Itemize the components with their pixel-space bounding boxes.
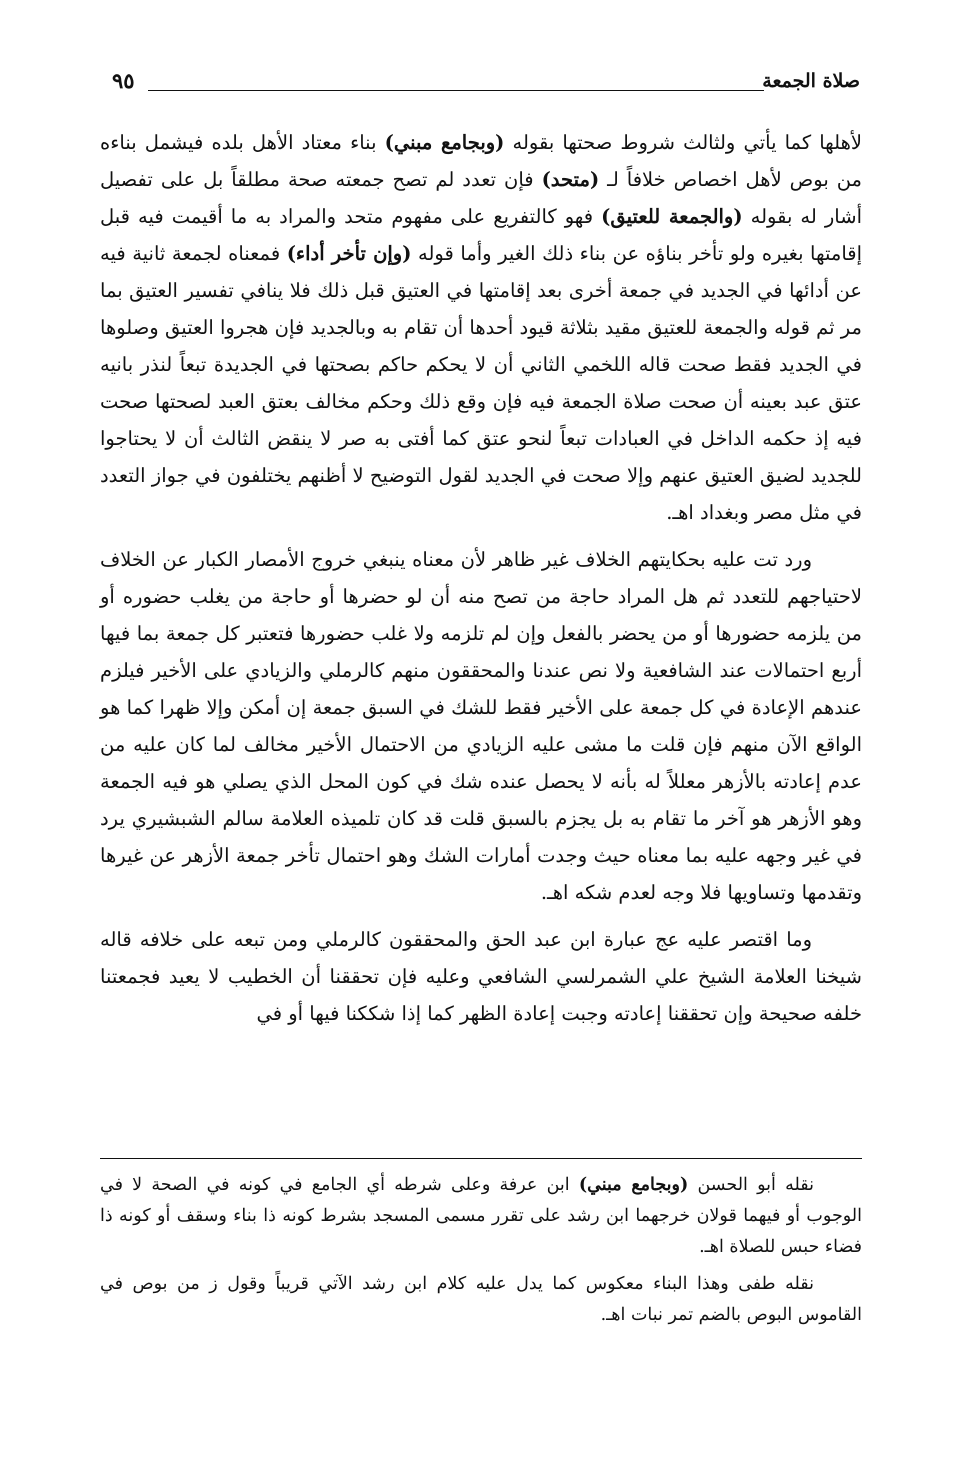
paragraph-2: ورد تت عليه بحكايتهم الخلاف غير ظاهر لأن معناه ينبغي خروج الأمصار الكبار عن الخلاف لاحتياجهم للتعدد ثم هل المراد حاجة من تصح منه أن لو حضرها أو حاجة من يغلب حضوره أو من يلزمه حضورها أو من يحضر بالفعل وإن لم تلزمه ولا غلب حضورها فتعتبر كل جمعة بما فيها أربع احتمالات عند الشافعية ولا نص عندنا والمحققون منهم كالرملي والزيادي على الأخير فيلزم عندهم الإعادة في كل جمعة على الأخير فقط للشك في السبق جمعة إن أمكن وإلا ظهرا كما هو الواقع الآن منهم فإن قلت ما مشى عليه الزيادي من الاحتمال الأخير مخالف لما كان عليه من عدم إعادته بالأزهر معللاً له بأنه لا يحصل عنده شك في كون المحل الذي يصلي هو فيه الجمعة وهو الأزهر هو آخر ما تقام به بل يجزم بالسبق قلت قد كان تلميذه العلامة سالم الشبشيري يرد في غير وجهه عليه بما معناه حيث وجدت أمارات الشك وهو احتمال تأخر جمعة الأزهر عن غيرها وتقدمها وتساويها فلا وجه لعدم شكه اهـ. [100,548,862,904]
paragraph-1 [100,124,862,531]
chapter-title: صلاة الجمعة [762,70,860,92]
text-run: بناء معتاد الأهل بلده فيشمل بناءه من بوص لأهل اخصاص خلافاً لـ [100,131,863,191]
matn-phrase: (وبجامع مبني) [384,131,505,154]
main-text [100,124,862,1032]
text-run: فإن تعدد لم تصح جمعته صحة مطلقاً بل على تفصيل أشار له بقوله [100,168,862,228]
text-run: لأهلها كما يأتي ولثالث شروط صحتها بقوله [504,131,862,154]
matn-phrase: (متحد) [541,168,600,191]
paragraph-3: وما اقتصر عليه عج عبارة ابن عبد الحق والمحققون كالرملي ومن تبعه على خلافه قاله شيخنا العلامة الشيخ علي الشمرلسي الشافعي وعليه فإن تحققنا أن الخطيب لا يعيد فجمعتنا خلفه صحيحة وإن تحققنا إعادته وجبت إعادة الظهر كما إذا شككنا فيها أو في [100,928,862,1025]
text-run: نقله أبو الحسن [688,1175,814,1195]
page-number: ٩٥ [112,68,135,93]
footnote-1 [100,1170,862,1263]
matn-phrase: (وإن تأخر أداء) [286,242,412,265]
matn-phrase: (والجمعة للعتيق) [601,205,743,228]
footnotes [100,1170,862,1331]
running-header [112,68,860,98]
matn-phrase: (وبجامع مبني) [578,1175,689,1195]
text-run: ابن عرفة وعلى شرطه أي الجامع في كونه في الصحة لا في الوجوب أو فيهما قولان خرجهما ابن رشد على تقرر مسمى المسجد بشرط كونه ذا بناء وسقف أو كونه ذا فضاء حبس للصلاة اهـ. [100,1175,862,1257]
text-run: فمعناه لجمعة ثانية فيه عن أدائها في الجديد في جمعة أخرى بعد إقامتها في العتيق قبل ذلك فلا ينافي تفسير العتيق بما مر ثم قوله والجمعة للعتيق مقيد بثلاثة قيود أحدها أن تقام به وبالجديد فإن هجروا العتيق وصلوها في الجديد فقط صحت قاله اللخمي الثاني أن لا يحكم حاكم بصحتها في الجديدة تبعاً لنذر بانيه عتق عبد بعينه أن صحت صلاة الجمعة فيه فإن وقع ذلك وحكم مخالف بعتق العبد لصحتها صحت فيه إذ حكمه الداخل في العبادات تبعاً لنحو عتق كما أفتى به صر لا ينقض الثالث أن لا يحتاجوا للجديد لضيق العتيق عنهم وإلا صحت في الجديد لقول التوضيح لا أظنهم يختلفون في جواز التعدد في مثل مصر وبغداد اهـ. [100,242,862,524]
footnote-2: نقله طفى وهذا البناء معكوس كما يدل عليه كلام ابن رشد الآتي قريباً وقول ز من بوص في القاموس البوص بالضم تمر نبات اهـ. [100,1274,862,1325]
text-run: فهو كالتفريع على مفهوم متحد والمراد به ما أقيمت فيه قبل إقامتها بغيره ولو تأخر بناؤه عن بناء ذلك الغير وأما قوله [100,205,863,265]
footnote-separator [100,1158,862,1159]
header-rule [148,90,764,91]
